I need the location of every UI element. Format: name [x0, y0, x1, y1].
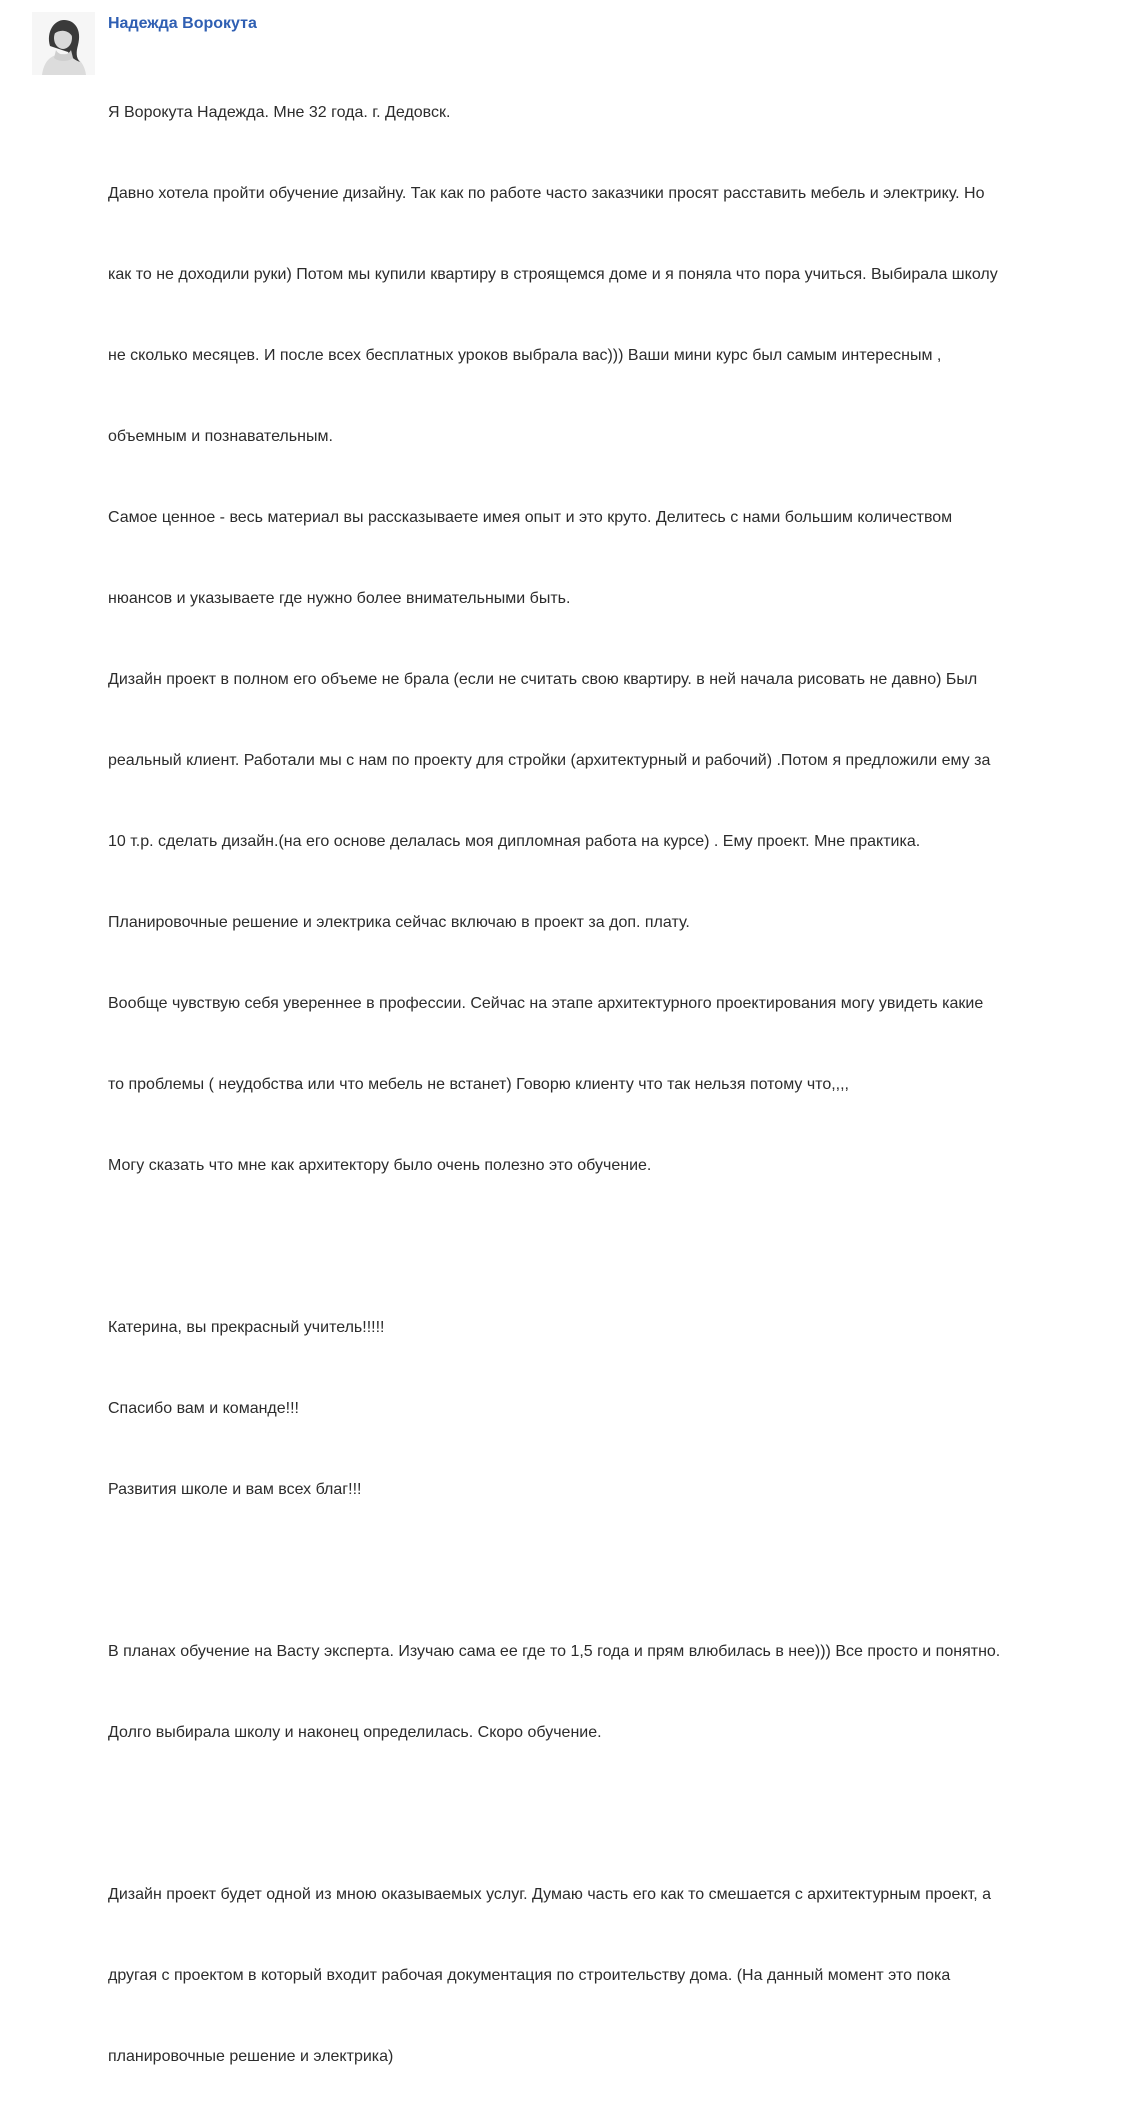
- comment-line: 10 т.р. сделать дизайн.(на его основе делалась моя дипломная работа на курсе) . Ему проект. Мне практика.: [108, 833, 921, 850]
- comment-line: объемным и познавательным.: [108, 428, 333, 445]
- comment-line: Могу сказать что мне как архитектору было очень полезно это обучение.: [108, 1157, 652, 1174]
- comment-paragraph: [108, 1584, 1108, 1800]
- comment-paragraph: [108, 1260, 1108, 1557]
- comment-line: не сколько месяцев. И после всех бесплатных уроков выбрала вас))) Ваши мини курс был самым интересным ,: [108, 347, 942, 364]
- comment-line: другая с проектом в который входит рабочая документация по строительству дома. (На данный момент это пока: [108, 1967, 951, 1984]
- comment-line: Дизайн проект в полном его объеме не брала (если не считать свою квартиру. в ней начала рисовать не давно) Был: [108, 671, 978, 688]
- comment-line: Развития школе и вам всех благ!!!: [108, 1481, 362, 1498]
- comment-line: Долго выбирала школу и наконец определилась. Скоро обучение.: [108, 1724, 602, 1741]
- comment-line: Катерина, вы прекрасный учитель!!!!!: [108, 1319, 385, 1336]
- comment-line: нюансов и указываете где нужно более внимательными быть.: [108, 590, 571, 607]
- comment-line: Я Ворокута Надежда. Мне 32 года. г. Дедовск.: [108, 104, 451, 121]
- comment-line: В планах обучение на Васту эксперта. Изучаю сама ее где то 1,5 года и прям влюбилась в нее))) Все просто и понятно.: [108, 1643, 1001, 1660]
- comment-line: Вообще чувствую себя увереннее в профессии. Сейчас на этапе архитектурного проектирования могу увидеть какие: [108, 995, 984, 1012]
- user-photo-icon: [32, 12, 95, 75]
- author-name-link[interactable]: Надежда Ворокута: [108, 15, 257, 32]
- author-avatar[interactable]: [32, 12, 95, 75]
- comment-line: как то не доходили руки) Потом мы купили квартиру в строящемся доме и я поняла что пора учиться. Выбирала школу: [108, 266, 998, 283]
- paragraph-gap: [108, 1557, 1108, 1584]
- comment-paragraph: [108, 1827, 1108, 2124]
- paragraph-gap: [108, 1800, 1108, 1827]
- comment-line: Самое ценное - весь материал вы рассказываете имея опыт и это круто. Делитесь с нами большим количеством: [108, 509, 953, 526]
- comment-line: планировочные решение и электрика): [108, 2048, 394, 2065]
- comment-paragraph: [108, 45, 1108, 1233]
- comment-line: Планировочные решение и электрика сейчас включаю в проект за доп. плату.: [108, 914, 690, 931]
- comment-line: Спасибо вам и команде!!!: [108, 1400, 299, 1417]
- comment-line: реальный клиент. Работали мы с нам по проекту для стройки (архитектурный и рабочий) .Потом я предложили ему за: [108, 752, 991, 769]
- comment-line: то проблемы ( неудобства или что мебель не встанет) Говорю клиенту что так нельзя потому что,,,,: [108, 1076, 849, 1093]
- paragraph-gap: [108, 1233, 1108, 1260]
- comment-line: Давно хотела пройти обучение дизайну. Так как по работе часто заказчики просят расставить мебель и электрику. Но: [108, 185, 985, 202]
- comment-text: [108, 45, 1108, 2124]
- comment-line: Дизайн проект будет одной из мною оказываемых услуг. Думаю часть его как то смешается с архитектурным проект, а: [108, 1886, 991, 1903]
